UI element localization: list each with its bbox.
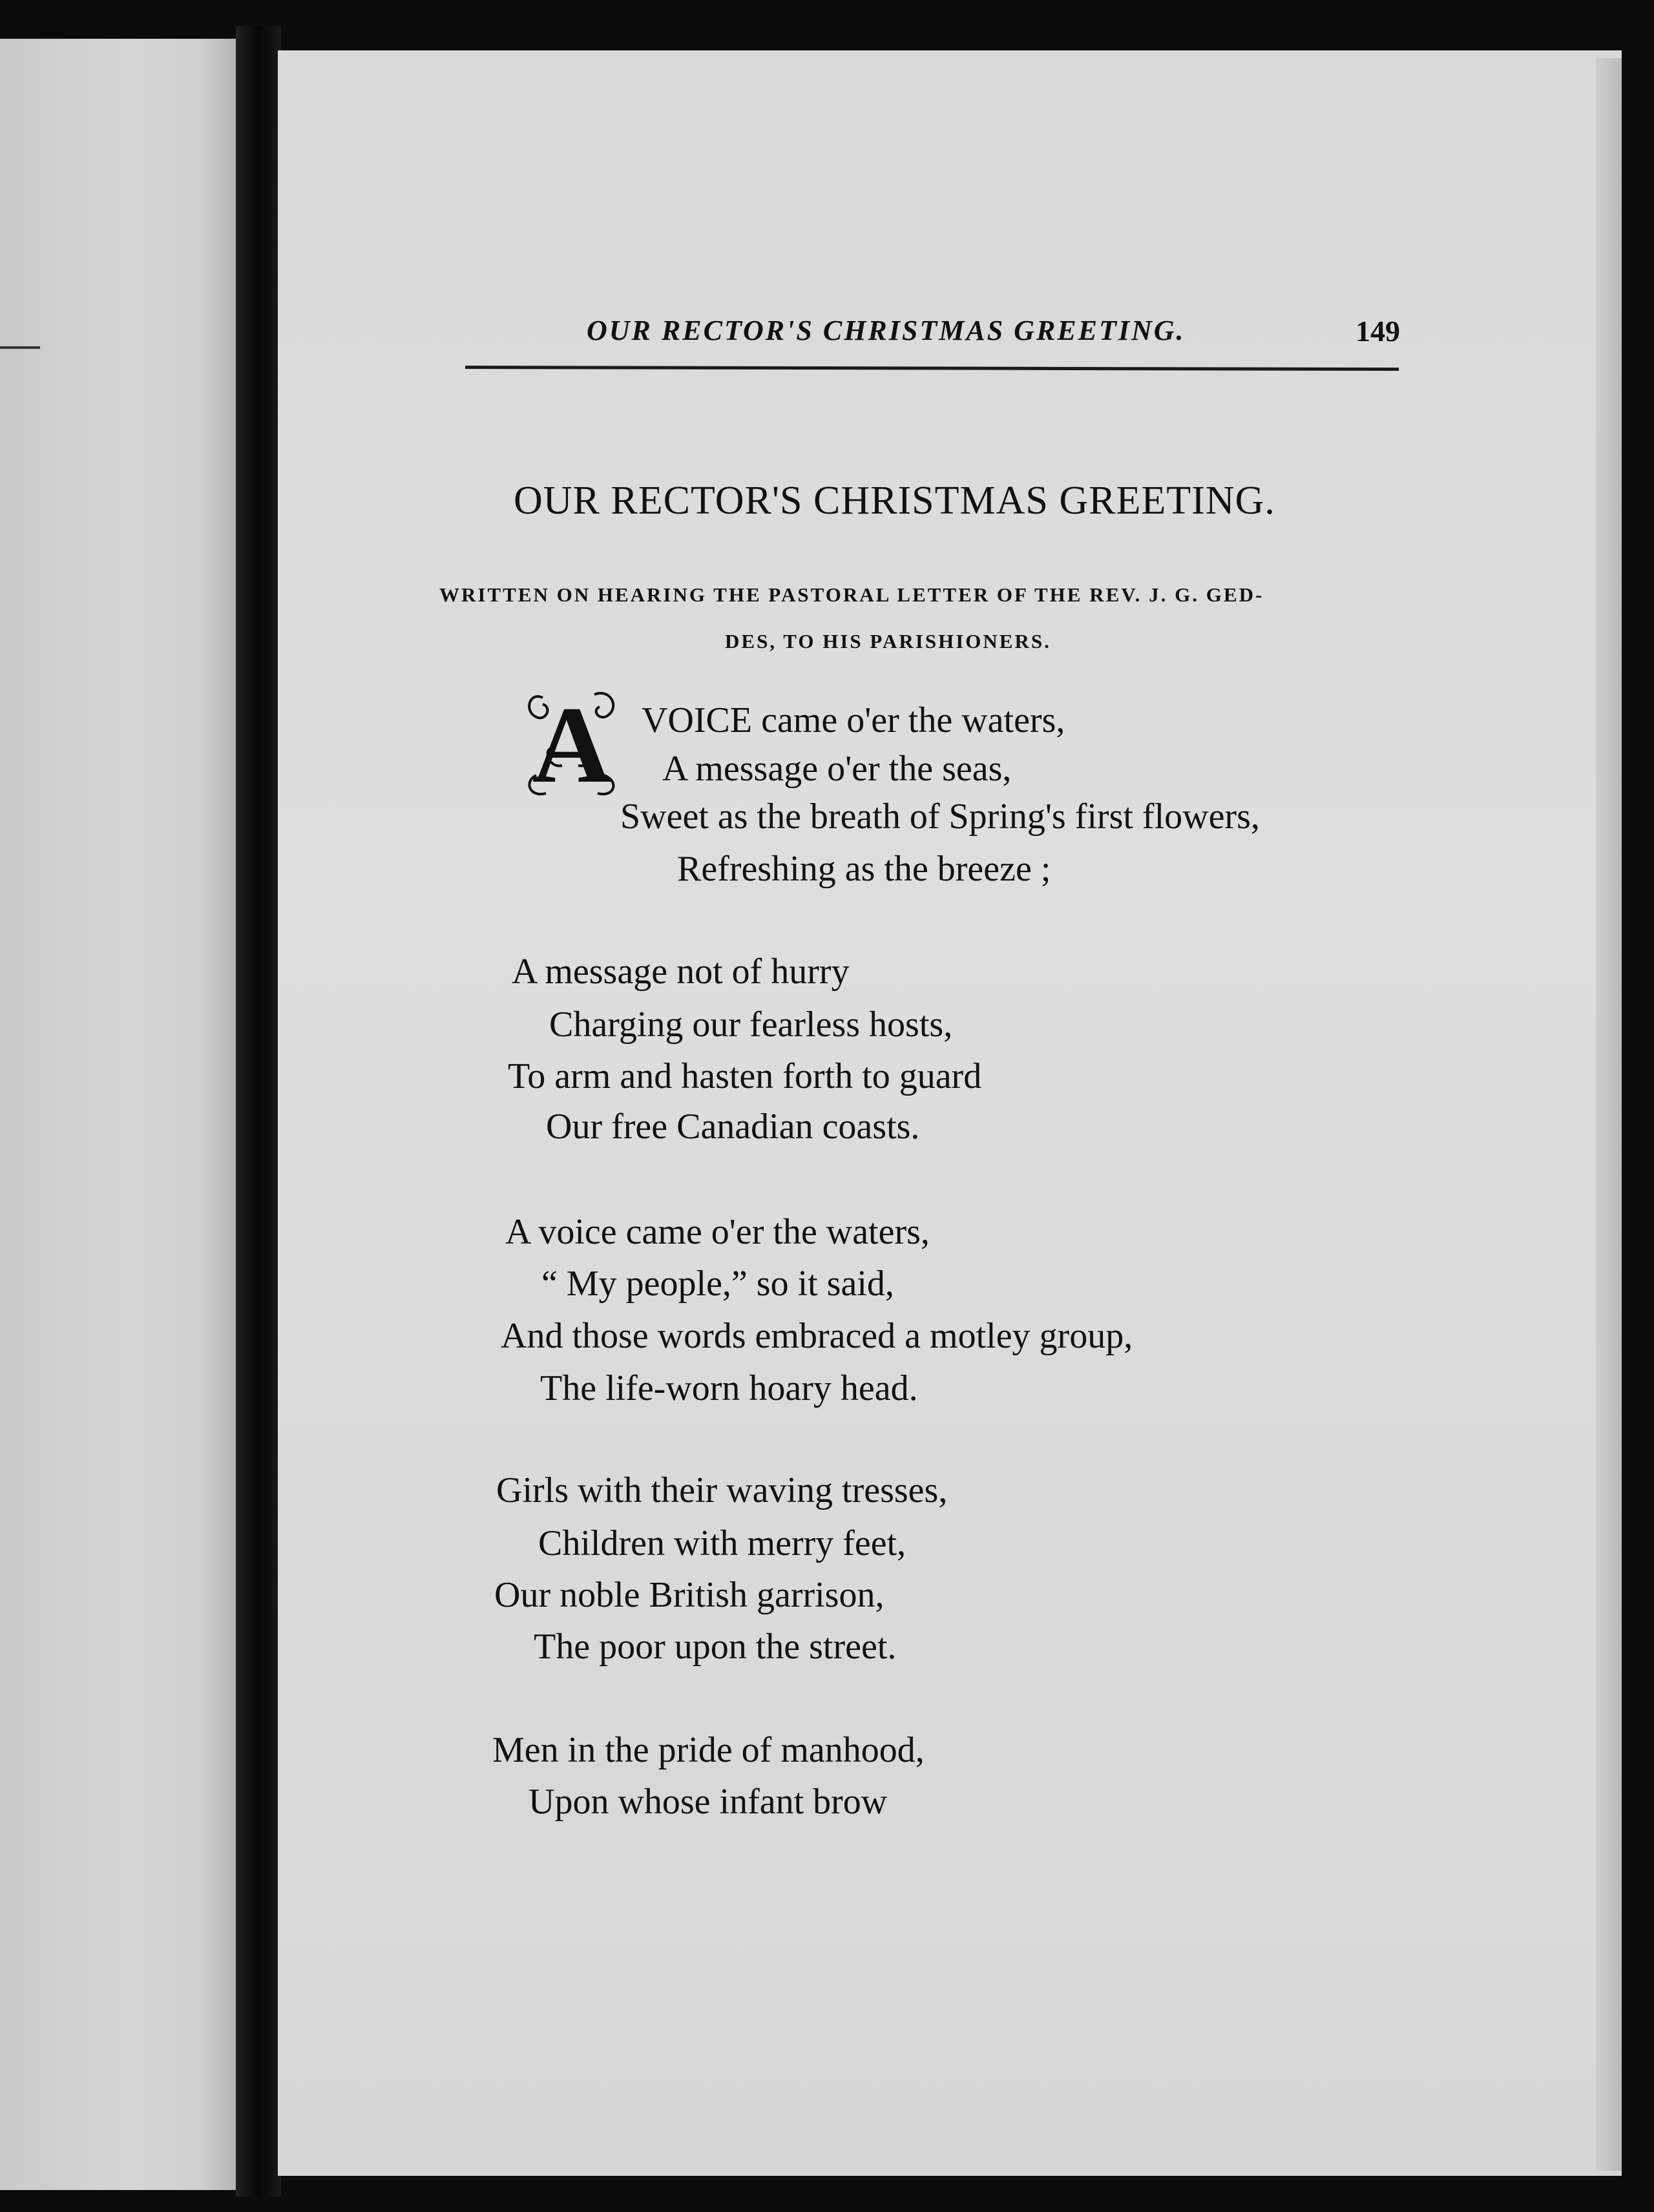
verse-line: Our free Canadian coasts. <box>546 1107 920 1147</box>
ornamental-drop-cap <box>517 678 627 801</box>
verse-line: Refreshing as the breeze ; <box>677 849 1051 889</box>
page-number: 149 <box>1356 315 1400 348</box>
verse-line: Upon whose infant brow <box>529 1782 888 1822</box>
right-page-edge <box>1596 58 1622 2171</box>
verse-line: A message o'er the seas, <box>662 749 1012 789</box>
verse-line: Children with merry feet, <box>538 1523 906 1563</box>
verse-line: A message not of hurry <box>512 952 850 992</box>
verse-line: A voice came o'er the waters, <box>505 1212 930 1252</box>
poem-title: OUR RECTOR'S CHRISTMAS GREETING. <box>514 479 1275 523</box>
book-gutter <box>236 26 281 2196</box>
drop-cap-letter: A <box>532 684 612 801</box>
verse-line: To arm and hasten forth to guard <box>508 1056 982 1096</box>
poem-subtitle-line-1: WRITTEN ON HEARING THE PASTORAL LETTER OF THE REV. J. G. GED- <box>439 583 1264 606</box>
verse-line: The poor upon the street. <box>534 1627 897 1667</box>
verse-line: And those words embraced a motley group, <box>501 1316 1133 1356</box>
verse-line: VOICE came o'er the waters, <box>642 700 1065 740</box>
verse-line: Men in the pride of manhood, <box>492 1730 925 1770</box>
verse-line: Our noble British garrison, <box>494 1575 885 1615</box>
verse-line: Charging our fearless hosts, <box>549 1005 953 1045</box>
verse-line: Sweet as the breath of Spring's first flowers, <box>620 797 1260 837</box>
left-page-rule <box>0 346 40 349</box>
running-head-title: OUR RECTOR'S CHRISTMAS GREETING. <box>587 315 1186 346</box>
running-head <box>465 310 1400 364</box>
verse-line: The life-worn hoary head. <box>540 1368 918 1408</box>
left-page <box>0 39 236 2190</box>
verse-line: “ My people,” so it said, <box>541 1264 894 1304</box>
poem-subtitle-line-2: DES, TO HIS PARISHIONERS. <box>725 630 1051 652</box>
verse-line: Girls with their waving tresses, <box>496 1470 948 1510</box>
